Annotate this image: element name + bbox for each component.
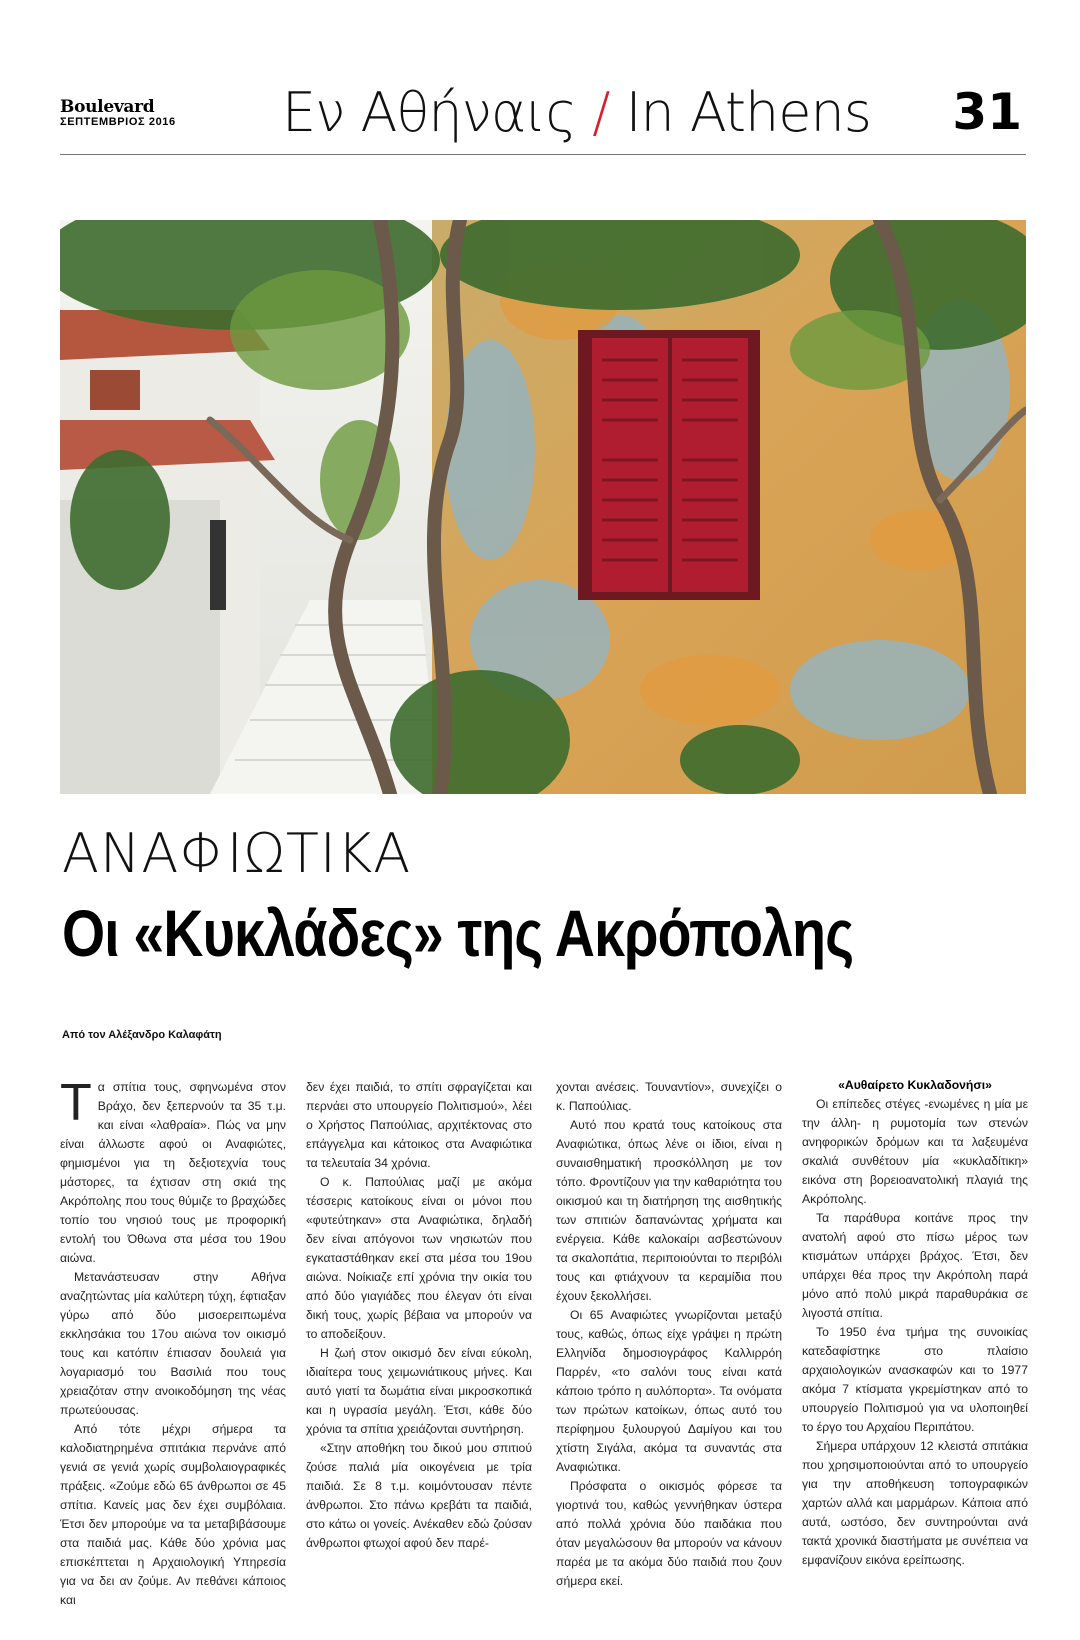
article-photo <box>60 220 1026 794</box>
paragraph: Από τότε μέχρι σήμερα τα καλοδιατηρημένα σπιτάκια περνάνε από γενιά σε γενιά χωρίς συμβολαιογραφικές πράξεις. «Ζούμε εδώ 65 άνθρωποι σε 45 σπίτια. Κανείς μας δεν έχει συμβόλαια. Έτσι δεν μπορούμε να τα μεταβιβάσουμε στα παιδιά μας. Κάθε δύο χρόνια μας επισκέπτεται η Αρχαιολογική Υπηρεσία για να δει αν ζούμε. Αν πεθάνει κάποιος και <box>60 1422 286 1607</box>
page-header <box>60 80 1026 155</box>
brand-logo: Boulevard <box>60 97 155 117</box>
article-byline: Από τον Αλέξανδρο Καλαφάτη <box>62 1029 222 1041</box>
paragraph: Οι επίπεδες στέγες -ενωμένες η μία με την άλλη- η ρυμοτομία των στενών ανηφορικών δρόμων και τα λαξευμένα σκαλιά συνθέτουν μία «κυκλαδίτικη» εικόνα στη βορειοανατολική πλαγιά της Ακρόπολης. <box>802 1097 1028 1206</box>
section-title-slash: / <box>592 81 610 144</box>
issue-date: ΣΕΠΤΕΜΒΡΙΟΣ 2016 <box>60 116 176 128</box>
paragraph: Η ζωή στον οικισμό δεν είναι εύκολη, ιδιαίτερα τους χειμωνιάτικους μήνες. Και αυτό γιατί τα δωμάτια είναι μικροσκοπικά και η υγρασία μεγάλη. Έτσι, κάθε δύο χρόνια τα σπίτια χρειάζονται συντήρηση. <box>306 1346 532 1436</box>
section-title <box>282 80 871 146</box>
paragraph: Το 1950 ένα τμήμα της συνοικίας κατεδαφίστηκε στο πλαίσιο αρχαιολογικών ανασκαφών και το 1977 ακόμα 7 κτίσματα γκρεμίστηκαν από το υπουργείο Πολιτισμού για να υλοποιηθεί το έργο του Αρχαίου Περιπάτου. <box>802 1325 1028 1434</box>
article-headline: Οι «Κυκλάδες» της Ακρόπολης <box>62 896 854 970</box>
drop-cap: Τ <box>60 1074 92 1132</box>
paragraph: Πρόσφατα ο οικισμός φόρεσε τα γιορτινά του, καθώς γεννήθηκαν ύστερα από πολλά χρόνια δύο παιδάκια που όταν μεγαλώσουν θα μπορούν να κάνουν παρέα με τα ακόμα δύο παιδιά που ζουν σήμερα εκεί. <box>556 1479 782 1588</box>
paragraph: Τα παράθυρα κοιτάνε προς την ανατολή αφού στο πίσω μέρος των κτισμάτων υπάρχει βράχος. Έτσι, δεν υπάρχει θέα προς την Ακρόπολη παρά μόνο από πολύ μικρά παραθυράκια σε λιγοστά σπίτια. <box>802 1211 1028 1320</box>
masthead <box>60 98 176 129</box>
section-title-english: In Athens <box>625 81 871 144</box>
paragraph: Αυτό που κρατά τους κατοίκους στα Αναφιώτικα, όπως λένε οι ίδιοι, είναι η συναισθηματική προσκόλληση με τον τόπο. Φροντίζουν για την καθαριότητα του οικισμού και τη διατήρηση της αισθητικής των σπιτιών δαπανώντας χρήματα και ενέργεια. Κάθε καλοκαίρι ασβεστώνουν τα σκαλοπάτια, περιποιούνται το περιβόλι τους και φτιάχνουν τα κεραμίδια που έχουν ξεκολλήσει. <box>556 1118 782 1303</box>
page-number: 31 <box>952 83 1022 141</box>
section-title-greek: Εν Αθήναις <box>282 81 577 144</box>
article-kicker: ΑΝΑΦΙΩΤΙΚΑ <box>62 822 412 885</box>
section-subheading: «Αυθαίρετο Κυκλαδονήσι» <box>838 1078 992 1092</box>
paragraph: Οι 65 Αναφιώτες γνωρίζονται μεταξύ τους, καθώς, όπως είχε γράψει η πρώτη Ελληνίδα δημοσιογράφος Καλλιρρόη Παρρέν, «το σαλόνι τους είναι κατά κάποιο τρόπο η αυλόπορτα». Τα ονόματα των πρώτων κατοίκων, όπως αυτό του περίφημου ξυλουργού Δαμίγου και του χτίστη Σιγάλα, ακόμα τα συναντάς στα Αναφιώτικα. <box>556 1308 782 1474</box>
article-column-4 <box>802 1078 1028 1570</box>
article-column-2 <box>306 1078 532 1553</box>
paragraph: Μετανάστευσαν στην Αθήνα αναζητώντας μία καλύτερη τύχη, έφτιαξαν γύρω από δύο μισοερειπωμένα εκκλησάκια του 17ου αιώνα τον οικισμό τους και κατόπιν έπιασαν δουλειά για λογαριασμό του Βασιλιά που τους χρειαζόταν στην ανοικοδόμηση της νέας πρωτεύουσας. <box>60 1270 286 1417</box>
paragraph: α σπίτια τους, σφηνωμένα στον Βράχο, δεν ξεπερνούν τα 35 τ.μ. και είναι «λαθραία». Πώς να μην είναι άλλωστε αφού οι Αναφιώτες, φημισμένοι για τη δεξιοτεχνία τους μάστορες, τα έχτισαν στη σκιά της Ακρόπολης που τους θύμιζε το βραχώδες τοπίο του νησιού τους με προφορική εντολή του Όθωνα στα μέσα του 19ου αιώνα. <box>60 1080 286 1265</box>
paragraph: Σήμερα υπάρχουν 12 κλειστά σπιτάκια που χρησιμοποιούνται από το υπουργείο για την αποθήκευση τοπογραφικών χαρτών αλλά και μαρμάρων. Κάποια από αυτά, ωστόσο, δεν συντηρούνται ανά τακτά χρονικά διαστήματα με συνέπεια να εμφανίζουν εικόνα ερείπωσης. <box>802 1439 1028 1567</box>
article-column-3 <box>556 1078 782 1591</box>
paragraph: χονται ανέσεις. Τουναντίον», συνεχίζει ο κ. Παπούλιας. <box>556 1080 782 1113</box>
article-column-1 <box>60 1074 286 1610</box>
paragraph: δεν έχει παιδιά, το σπίτι σφραγίζεται και περνάει στο υπουργείο Πολιτισμού», λέει ο Χρήστος Παπούλιας, αρχιτέκτονας στο επάγγελμα και κάτοικος στα Αναφιώτικα τα τελευταία 34 χρόνια. <box>306 1080 532 1170</box>
paragraph: «Στην αποθήκη του δικού μου σπιτιού ζούσε παλιά μία οικογένεια με τρία παιδιά. Σε 8 τ.μ. κοιμόντουσαν πέντε άνθρωποι. Στο πάνω κρεβάτι τα παιδιά, στο κάτω οι γονείς. Ανέκαθεν εδώ ζούσαν άνθρωποι φτωχοί αφού δεν παρέ- <box>306 1441 532 1550</box>
paragraph: Ο κ. Παπούλιας μαζί με ακόμα τέσσερις κατοίκους είναι οι μόνοι που «φυτεύτηκαν» στα Αναφιώτικα, δηλαδή δεν είναι απόγονοι των νησιωτών που εγκαταστάθηκαν εκεί στα μέσα του 19ου αιώνα. Νοίκιαζε επί χρόνια την οικία του από δύο γιαγιάδες που έλεγαν ότι είναι δική τους, χωρίς βέβαια να μπορούν να το αποδείξουν. <box>306 1175 532 1341</box>
